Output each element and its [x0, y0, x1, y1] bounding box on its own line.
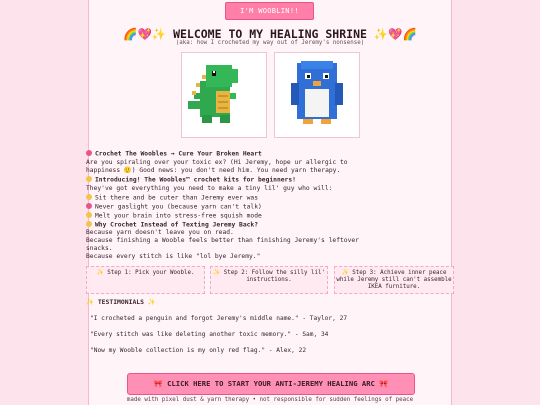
sparkle-icon [86, 221, 92, 227]
bullet-item: Melt your brain into stress-free squish mode [86, 212, 456, 221]
healing-arc-cta-button[interactable]: 🎀 CLICK HERE TO START YOUR ANTI-JEREMY HEALING ARC 🎀 [127, 373, 415, 395]
rainbow-heart-icon: 🌈💖✨ [123, 27, 174, 41]
testimonials-heading: ✨ TESTIMONIALS ✨ [86, 298, 156, 306]
bullet-item: Never gaslight you (because yarn can't talk) [86, 203, 456, 212]
sparkle-heart-icon: ✨💖🌈 [366, 27, 417, 41]
bullet-icon [86, 194, 92, 200]
section-crochet-heading: Crochet The Woobles → Cure Your Broken Heart [86, 150, 456, 159]
dino-plush-image [181, 52, 267, 138]
testimonial-quote: "Every stitch was like deleting another toxic memory." - Sam, 34 [90, 331, 329, 338]
penguin-plush-image [274, 52, 360, 138]
why-line: Because finishing a Wooble feels better than finishing Jeremy's leftover [86, 237, 359, 244]
intro-line-1: Are you spiraling over your toxic ex? (Hi Jeremy, hope ur allergic to [86, 159, 348, 166]
sparkle-icon: ✨ [86, 298, 98, 306]
sparkle-icon: ✨ [143, 298, 156, 306]
header-button[interactable]: I'M WOOBLIN!! [225, 2, 314, 20]
page-subtitle: (aka: how I crocheted my way out of Jeremy's nonsense) [175, 40, 365, 46]
woobles-intro-line: They've got everything you need to make a tiny lil' guy who will: [86, 185, 333, 192]
ribbon-icon: 🎀 [153, 379, 168, 388]
bullet-item: Sit there and be cuter than Jeremy ever was [86, 194, 456, 203]
bullet-icon [86, 203, 92, 209]
step-1-card: ✨ Step 1: Pick your Wooble. [86, 266, 205, 294]
testimonial-quote: "Now my Wooble collection is my only red flag." - Alex, 22 [90, 347, 307, 354]
why-line: Because yarn doesn't leave you on read. [86, 229, 234, 236]
woobles-heading: Introducing! The Woobles™ crochet kits for beginners! [86, 176, 456, 185]
heart-icon [86, 150, 92, 156]
bullet-icon [86, 212, 92, 218]
ribbon-icon: 🎀 [374, 379, 389, 388]
intro-line-2: happiness 🙂) Good news: you don't need him. You need yarn therapy. [86, 167, 341, 174]
steps-row [86, 266, 456, 296]
sparkle-icon: ✨ [341, 270, 353, 276]
footer-text: made with pixel dust & yarn therapy • not responsible for sudden feelings of peace [126, 397, 414, 403]
why-line: Because every stitch is like "lol bye Jeremy." [86, 253, 261, 260]
why-heading: Why Crochet Instead of Texting Jeremy Back? [86, 221, 456, 230]
sparkle-icon: ✨ [213, 270, 224, 276]
sparkle-icon [86, 176, 92, 182]
step-2-card: ✨ Step 2: Follow the silly lil' instructions. [210, 266, 328, 294]
testimonial-quote: "I crocheted a penguin and forgot Jeremy's middle name." - Taylor, 27 [90, 315, 348, 322]
sparkle-icon: ✨ [96, 270, 108, 276]
page-title: 🌈💖✨ WELCOME TO MY HEALING SHRINE ✨💖🌈 [123, 27, 417, 41]
step-3-card: ✨ Step 3: Achieve inner peace while Jeremy still can't assemble IKEA furniture. [334, 266, 454, 294]
why-line: snacks. [86, 245, 113, 252]
